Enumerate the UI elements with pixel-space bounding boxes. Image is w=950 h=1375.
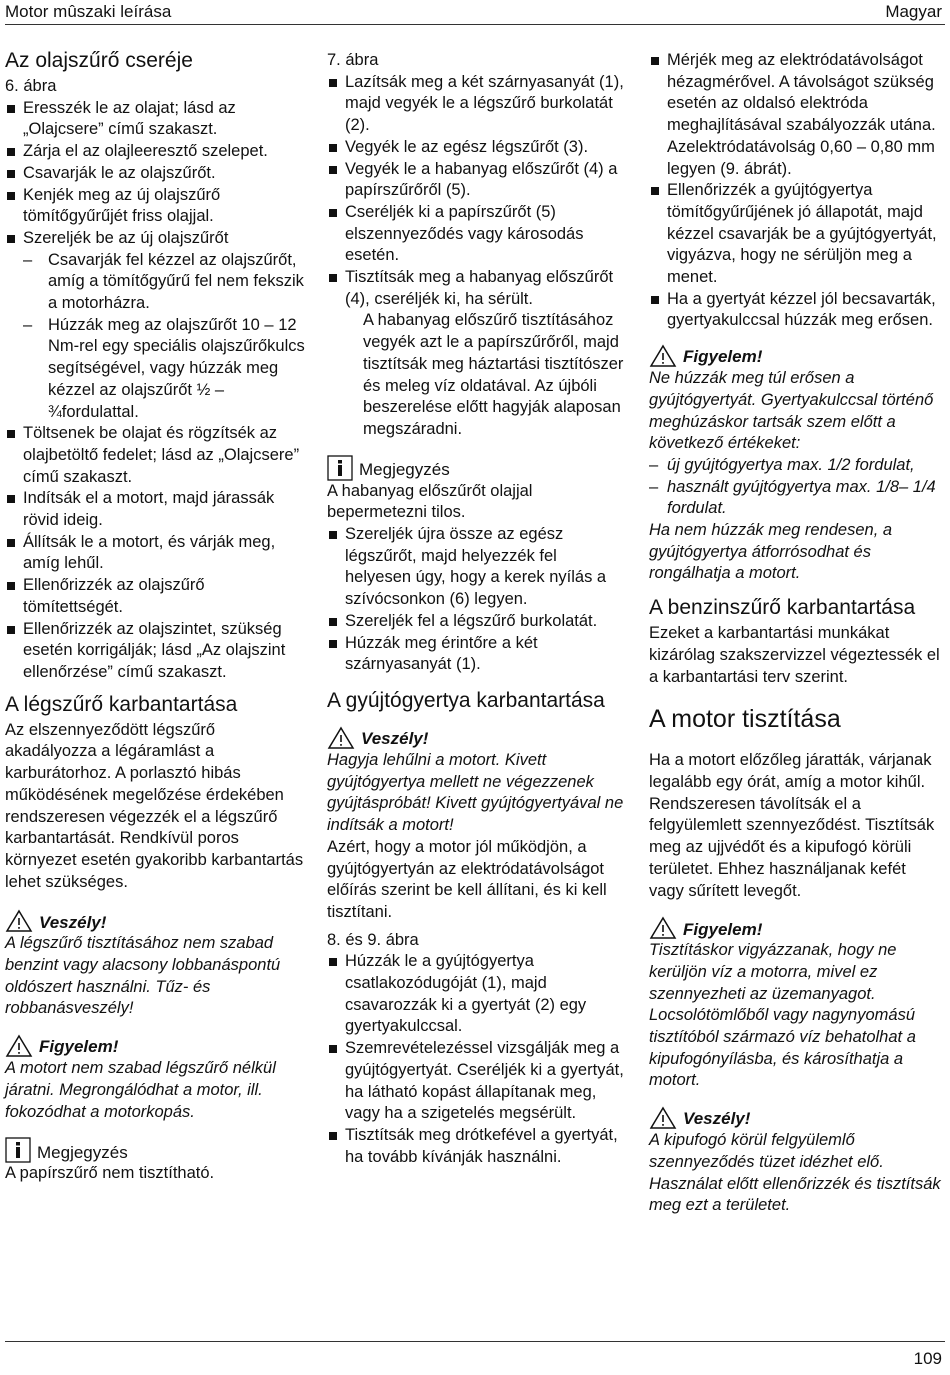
list-item: Szereljék fel a légszűrő burkolatát. xyxy=(327,611,627,633)
list-item: Vegyék le a habanyag előszűrőt (4) a papírszűrőről (5). xyxy=(327,159,627,202)
caution-text: A motort nem szabad légszűrő nélkül járatni. Megrongálódhat a motor, ill. fokozódhat a motorkopás. xyxy=(5,1059,276,1121)
danger-text: A kipufogó körül felgyülemlő szennyeződés tüzet idézhet elő. Használat előtt ellenőrizzék és tisztítsák meg ezt a területet. xyxy=(649,1131,941,1215)
list-item: Szereljék újra össze az egész légszűrőt, majd helyezzék fel helyesen úgy, hogy a kerek nyílás a szívócsonkon (6) legyen. xyxy=(327,524,627,611)
list-item: Eresszék le az olajat; lásd az „Olajcsere” című szakaszt. xyxy=(5,98,305,141)
list-item: Indítsák el a motort, majd járassák rövid ideig. xyxy=(5,488,305,531)
list-item: Ha a gyertyát kézzel jól becsavarták, gyertyakulccsal húzzák meg erősen. xyxy=(649,289,945,332)
figure-ref: 6. ábra xyxy=(5,77,57,95)
caution-text: Ne húzzák meg túl erősen a gyújtógyertyát. Gyertyakulccsal történő meghúzáskor tartsák szem előtt a következő értékeket: xyxy=(649,369,934,453)
heading-engine-cleaning: A motor tisztítása xyxy=(649,705,841,734)
header-right: Magyar xyxy=(885,2,942,21)
dash-item: – új gyújtógyertya max. 1/2 fordulat, xyxy=(649,455,945,477)
info-icon xyxy=(5,1137,31,1163)
list-item: Mérjék meg az elektródatávolságot hézagmérővel. A távolságot szükség esetén az oldalsó elektróda meghajlításával szabályozzák utána. Azelektródatávolság 0,60 – 0,80 mm legyen (9. ábrát). xyxy=(649,50,945,180)
caution-label: Figyelem! xyxy=(649,916,945,940)
warning-triangle-icon xyxy=(649,1106,677,1130)
caution-label: Figyelem! xyxy=(5,1034,305,1058)
indented-paragraph: A habanyag előszűrő tisztításához vegyék azt le a papírszűrőről, majd tisztítsák meg háztartási tisztítószer és meleg víz oldatával. Az újbóli beszerelése előtt hagyják alaposan megszáradni. xyxy=(363,311,624,438)
info-icon xyxy=(327,455,353,481)
sub-list-item: – Csavarják fel kézzel az olajszűrőt, amíg a tömítőgyűrű fel nem fekszik a motorházra. xyxy=(5,250,305,315)
list-item: Ellenőrizzék az olajszűrő tömítettségét. xyxy=(5,575,305,618)
header-rule xyxy=(5,24,945,25)
danger-text: A légszűrő tisztításához nem szabad benzint vagy alacsony lobbanáspontú oldószert használni. Tűz- és robbanásveszély! xyxy=(5,934,281,1018)
dash-item: – használt gyújtógyertya max. 1/8– 1/4 fordulat. xyxy=(649,477,945,520)
danger-label: Veszély! xyxy=(327,726,627,750)
list-item: Tisztítsák meg a habanyag előszűrőt (4), cseréljék ki, ha sérült. xyxy=(327,267,627,310)
list-item: Tisztítsák meg drótkefével a gyertyát, ha tovább kívánják használni. xyxy=(327,1125,627,1168)
list-item: Lazítsák meg a két szárnyasanyát (1), majd vegyék le a légszűrő burkolatát (2). xyxy=(327,72,627,137)
danger-label: Veszély! xyxy=(649,1106,945,1130)
warning-triangle-icon xyxy=(649,916,677,940)
figure-ref: 7. ábra xyxy=(327,51,379,69)
paragraph: Azért, hogy a motor jól működjön, a gyújtógyertyán az elektródatávolságot előírás szerint be kell állítani, és ki kell tisztítani. xyxy=(327,837,607,921)
list-item: Vegyék le az egész légszűrőt (3). xyxy=(327,137,627,159)
column-1 xyxy=(5,42,305,1185)
list-item: Töltsenek be olajat és rögzítsék az olajbetöltő fedelet; lásd az „Olajcsere” című szakaszt. xyxy=(5,423,305,488)
footer-rule xyxy=(5,1341,945,1342)
caution-text: Tisztításkor vigyázzanak, hogy ne kerüljön víz a motorra, mivel ez szennyezheti az üzemanyagot. Locsolótömlőből vagy nagynyomású tisztítóból származó víz behatolhat a kipufogónyílásba, és károsíthatja a motort. xyxy=(649,941,916,1090)
danger-text: Hagyja lehűlni a motort. Kivett gyújtógyertya mellett ne végezzenek gyújtáspróbát! Kivett gyújtógyertyával ne indítsák a motort! xyxy=(327,750,624,835)
note-label: Megjegyzés xyxy=(327,455,627,481)
caution-label: Figyelem! xyxy=(649,344,945,368)
caution-text: Ha nem húzzák meg rendesen, a gyújtógyertya átforrósodhat és rongálhatja a motort. xyxy=(649,521,893,583)
heading-spark-plug: A gyújtógyertya karbantartása xyxy=(327,688,605,712)
warning-triangle-icon xyxy=(5,1034,33,1058)
list-item: Állítsák le a motort, és várják meg, amíg lehűl. xyxy=(5,532,305,575)
list-item: Csavarják le az olajszűrőt. xyxy=(5,163,305,185)
warning-triangle-icon xyxy=(649,344,677,368)
list-item: Cseréljék ki a papírszűrőt (5) elszennyeződés vagy károsodás esetén. xyxy=(327,202,627,267)
note-label: Megjegyzés xyxy=(5,1137,305,1163)
list-item: Szereljék be az új olajszűrőt xyxy=(5,228,305,250)
figure-ref: 8. és 9. ábra xyxy=(327,930,419,949)
paragraph: Ezeket a karbantartási munkákat kizárólag szakszervizzel végeztessék el a karbantartási terv szerint. xyxy=(649,624,940,686)
list-item: Szemrevételezéssel vizsgálják meg a gyújtógyertyát. Cseréljék ki a gyertyát, ha látható kopást állapítanak meg, vagy ha a szigetelés megsérült. xyxy=(327,1038,627,1125)
column-3 xyxy=(649,42,945,1217)
note-text: A papírszűrő nem tisztítható. xyxy=(5,1164,215,1183)
note-text: A habanyag előszűrőt olajjal bepermetezni tilos. xyxy=(327,481,533,522)
heading-oil-filter: Az olajszűrő cseréje xyxy=(5,49,193,72)
warning-triangle-icon xyxy=(5,909,33,933)
list-item: Ellenőrizzék a gyújtógyertya tömítőgyűrűjének jó állapotát, majd kézzel csavarják be a gyújtógyertyát, vigyázva, hogy ne sérüljön meg a menet. xyxy=(649,180,945,289)
list-item: Zárja el az olajleeresztő szelepet. xyxy=(5,141,305,163)
warning-triangle-icon xyxy=(327,726,355,750)
paragraph: Ha a motort előzőleg járatták, várjanak legalább egy órát, amíg a motor kihűl. Rendszeresen távolítsák el a felgyülemlett szennyeződést. Tisztítsák meg az ujjvédőt és a kipufogó körüli területet. Ehhez használjanak kefét vagy sűrített levegőt. xyxy=(649,751,935,900)
page-number: 109 xyxy=(913,1349,942,1368)
list-item: Ellenőrizzék az olajszintet, szükség esetén korrigálják; lásd „Az olajszint ellenőrzése” című szakaszt. xyxy=(5,619,305,684)
heading-air-filter: A légszűrő karbantartása xyxy=(5,692,238,716)
header-left: Motor mûszaki leírása xyxy=(5,2,172,21)
column-2 xyxy=(327,42,627,1168)
list-item: Kenjék meg az új olajszűrő tömítőgyűrűjét friss olajjal. xyxy=(5,185,305,228)
danger-label: Veszély! xyxy=(5,909,305,933)
list-item: Húzzák meg érintőre a két szárnyasanyát (1). xyxy=(327,633,627,676)
sub-list-item: – Húzzák meg az olajszűrőt 10 – 12 Nm-rel egy speciális olajszűrőkulcs segítségével, vagy húzzák meg kézzel az olajszűrőt ½ – ¾fordulattal. xyxy=(5,315,305,424)
heading-fuel-filter: A benzinszűrő karbantartása xyxy=(649,596,916,620)
list-item: Húzzák le a gyújtógyertya csatlakozódugóját (1), majd csavarozzák ki a gyertyát (2) egy gyertyakulccsal. xyxy=(327,951,627,1038)
paragraph: Az elszennyeződött légszűrő akadályozza a légáramlást a karburátorhoz. A porlasztó hibás működésének megelőzése érdekében rendszeresen végezzék el a légszűrő karbantartását. Rendkívül poros környezet esetén gyakoribb karbantartás lehet szükséges. xyxy=(5,720,304,891)
